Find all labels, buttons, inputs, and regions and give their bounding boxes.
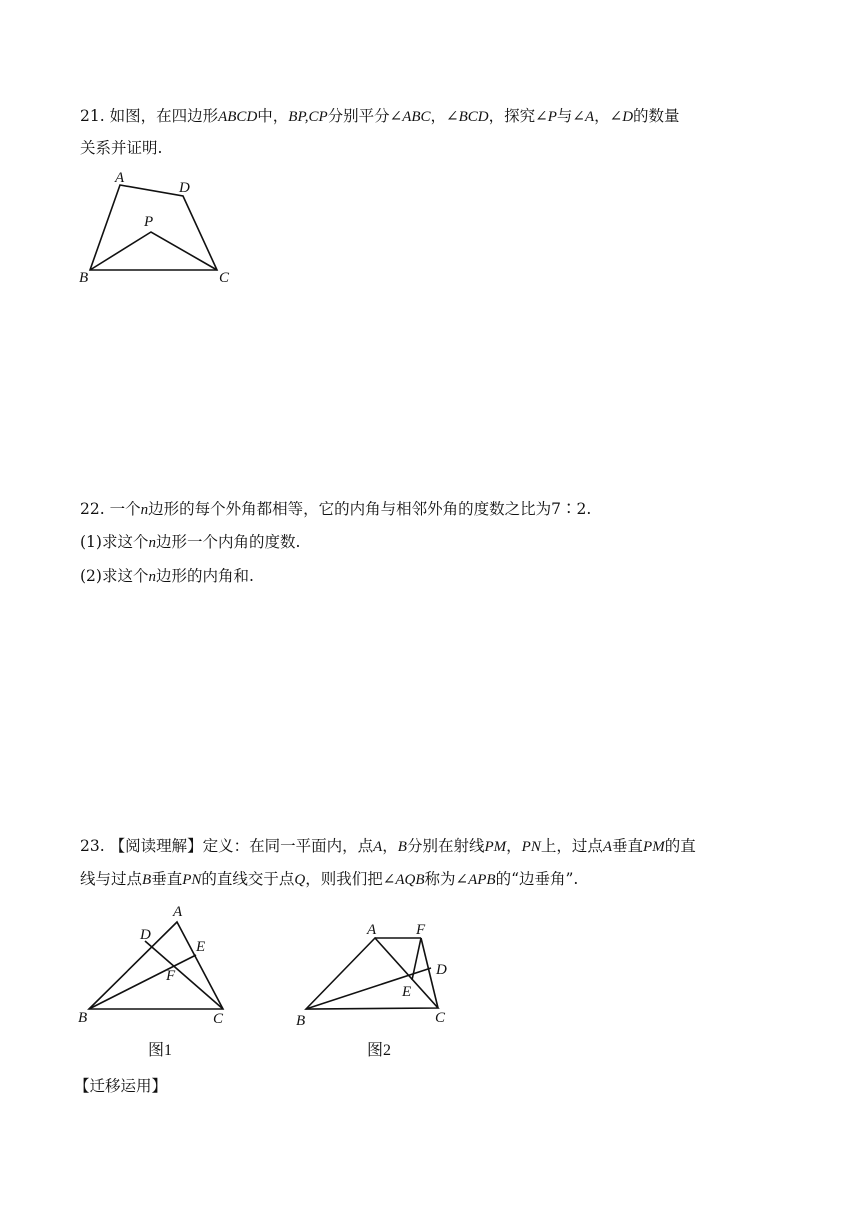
q21-line2: 关系并证明.: [80, 139, 163, 157]
q22-text: 边形一个内角的度数.: [155, 533, 301, 551]
q23-figure-1: [74, 898, 244, 1064]
q21-text: 的数量: [633, 107, 680, 125]
q21-math: ∠A: [572, 109, 595, 125]
q22-text: 一个: [109, 500, 141, 518]
q23-figure-2: [290, 912, 460, 1064]
triangle-abc: [89, 922, 223, 1009]
label-c: C: [219, 270, 230, 286]
label-b: B: [79, 270, 89, 286]
q21-number: 21.: [80, 107, 105, 125]
fig1-caption: 图1: [148, 1042, 173, 1059]
q22-text: 边形的每个外角都相等，它的内角与相邻外角的度数之比为: [148, 500, 552, 518]
q23-math: ∠APB: [455, 872, 496, 888]
q23-line1: [80, 836, 696, 857]
q23-text: ，: [506, 837, 522, 855]
q23-text: 垂直: [151, 870, 183, 888]
q23-math: ∠AQB: [382, 872, 425, 888]
q21-math: ABCD: [218, 109, 258, 125]
q23-math: A: [373, 839, 383, 855]
fig2-label-c: C: [435, 1010, 446, 1026]
q21-math: ∠D: [609, 109, 634, 125]
q22-text: (1)求这个: [80, 533, 149, 551]
q21-math: BP,CP: [288, 109, 328, 125]
q23-text: ，则我们把: [305, 870, 383, 888]
fig2-label-d: D: [436, 962, 447, 978]
q23-math: B: [142, 872, 152, 888]
q22-ratio: 7∶2: [551, 500, 587, 518]
label-d: D: [179, 180, 190, 196]
q23-math: PN: [182, 872, 202, 888]
q22-text: .: [586, 500, 592, 518]
q21-text: ，: [430, 107, 447, 125]
q21-text: 分别平分: [327, 107, 390, 125]
fig2-caption: 图2: [367, 1042, 392, 1059]
q21-text: ，: [594, 107, 610, 125]
q22-math: n: [140, 502, 149, 518]
q22-text: (2)求这个: [80, 567, 149, 585]
q21-math: ∠BCD: [446, 109, 489, 125]
q23-text: ，: [382, 837, 398, 855]
segment-be: [89, 955, 196, 1009]
q23-text: 称为: [424, 870, 456, 888]
fig1-label-c: C: [213, 1011, 224, 1027]
q23-text: 【阅读理解】定义：在同一平面内，点: [109, 837, 374, 855]
q23-math: B: [397, 839, 407, 855]
q23-line2: [80, 869, 578, 890]
q22-sub2: [80, 566, 254, 587]
q21-text: ，探究: [488, 107, 536, 125]
fig1-label-a: A: [173, 904, 183, 920]
q23-math: Q: [294, 872, 306, 888]
q23-text: 的直: [664, 837, 696, 855]
q22-math: n: [148, 535, 156, 551]
q21-math: ∠ABC: [389, 109, 431, 125]
q21-text: 中，: [257, 107, 289, 125]
q23-text: 分别在射线: [406, 837, 485, 855]
q23-text: 垂直: [612, 837, 644, 855]
fig1-label-e: E: [196, 939, 206, 955]
segment-bd: [306, 968, 431, 1009]
q23-math: PN: [521, 839, 541, 855]
fig2-label-a: A: [367, 922, 377, 938]
fig2-label-f: F: [416, 922, 426, 938]
q23-text: 的直线交于点: [201, 870, 295, 888]
q21-line1: [80, 106, 680, 127]
q23-math: PM: [643, 839, 665, 855]
q23-math: PM: [484, 839, 507, 855]
label-p: P: [144, 214, 154, 230]
fig1-label-f: F: [166, 968, 176, 984]
q21-math: ∠P: [535, 109, 557, 125]
q21-quadrilateral-figure: [74, 168, 244, 288]
q22-sub1: [80, 532, 300, 553]
q23-math: A: [602, 839, 613, 855]
q23-text: 线与过点: [80, 870, 143, 888]
q23-number: 23.: [80, 837, 105, 855]
q22-math: n: [148, 569, 156, 585]
q21-text: 如图，在四边形: [109, 107, 219, 125]
q22-line1: [80, 499, 591, 520]
label-a: A: [115, 170, 125, 186]
fig1-label-d: D: [140, 927, 151, 943]
q23-text: 上，过点: [540, 837, 603, 855]
q22-number: 22.: [80, 500, 105, 518]
fig2-label-e: E: [402, 984, 412, 1000]
fig2-label-b: B: [296, 1013, 306, 1029]
fig1-label-b: B: [78, 1010, 88, 1026]
q23-text: 的“边垂角”.: [495, 870, 579, 888]
section-heading: 【迁移运用】: [74, 1077, 168, 1095]
q21-text: 与: [556, 107, 573, 125]
bisectors-bp-cp: [90, 232, 217, 270]
q22-text: 边形的内角和.: [155, 567, 254, 585]
